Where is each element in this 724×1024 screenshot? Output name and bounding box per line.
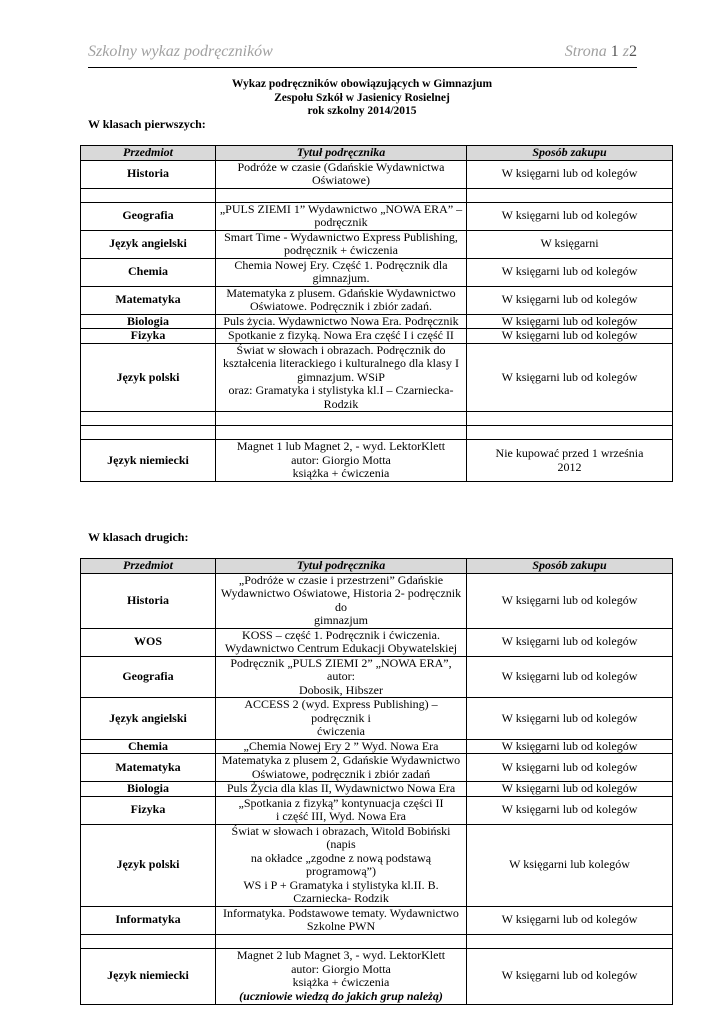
cell-purchase xyxy=(467,824,673,906)
cell-title xyxy=(216,188,467,202)
title-line-1: Wykaz podręczników obowiązujących w Gimnazjum xyxy=(231,78,493,90)
table-row xyxy=(81,739,673,754)
table-row xyxy=(81,656,673,698)
page-number xyxy=(565,43,637,61)
title-line: gimnazjum xyxy=(314,613,368,627)
title-line: Matematyka z plusem. Gdańskie Wydawnictwo xyxy=(226,285,456,300)
purchase-line: W księgarni lub od kolegów xyxy=(501,738,638,753)
cell-subject: Chemia xyxy=(81,739,216,754)
section-2-heading: W klasach drugich: xyxy=(88,530,189,544)
cell-title xyxy=(216,796,467,824)
table-row xyxy=(81,258,673,286)
cell-title xyxy=(216,440,467,482)
purchase-line: W księgarni lub od kolegów xyxy=(501,669,638,683)
cell-title xyxy=(216,628,467,656)
table-second-grade xyxy=(80,558,673,1005)
cell-subject xyxy=(81,426,216,440)
table-row xyxy=(81,202,673,230)
cell-purchase xyxy=(467,656,673,698)
cell-title xyxy=(216,160,467,188)
cell-title xyxy=(216,656,467,698)
title-line: i część III, Wyd. Nowa Era xyxy=(276,809,406,823)
title-line: Podręcznik „PULS ZIEMI 2” „NOWA ERA”, autor: xyxy=(230,655,452,683)
table-row xyxy=(81,160,673,188)
purchase-line: W księgarni lub od kolegów xyxy=(501,166,638,181)
cell-subject: Matematyka xyxy=(81,754,216,782)
cell-purchase xyxy=(467,796,673,824)
title-line: „Podróże w czasie i przestrzeni” Gdańskie xyxy=(238,572,444,587)
column-header-title: Tytuł podręcznika xyxy=(216,559,467,574)
cell-purchase xyxy=(467,739,673,754)
cell-subject: Biologia xyxy=(81,782,216,797)
table-first-grade xyxy=(80,145,673,482)
title-line: na okładce „zgodne z nową podstawą programową”) xyxy=(250,850,432,878)
column-header-purchase: Sposób zakupu xyxy=(467,559,673,574)
title-line: Wydawnictwo Centrum Edukacji Obywatelskiej xyxy=(224,641,458,655)
table-row xyxy=(81,286,673,314)
cell-purchase xyxy=(467,573,673,628)
purchase-line: Nie kupować przed 1 września xyxy=(495,446,644,460)
table-row xyxy=(81,573,673,628)
table-row xyxy=(81,824,673,906)
cell-subject: Język niemiecki xyxy=(81,948,216,1004)
title-line: Podróże w czasie (Gdańskie Wydawnictwa xyxy=(237,159,445,174)
cell-subject: Historia xyxy=(81,160,216,188)
purchase-line: W księgarni lub od kolegów xyxy=(501,759,638,774)
title-line: autor: Giorgio Motta xyxy=(291,961,391,976)
purchase-line: W księgarni lub kolegów xyxy=(509,857,630,872)
purchase-line: W księgarni lub od kolegów xyxy=(501,710,638,725)
cell-title xyxy=(216,824,467,906)
cell-purchase xyxy=(467,934,673,948)
of-word: z xyxy=(622,43,629,60)
table-row xyxy=(81,412,673,426)
purchase-line: W księgarni xyxy=(540,236,599,251)
cell-purchase xyxy=(467,202,673,230)
cell-title xyxy=(216,329,467,344)
cell-subject xyxy=(81,412,216,426)
cell-title xyxy=(216,314,467,329)
table-row xyxy=(81,628,673,656)
page-total: 2 xyxy=(629,43,637,60)
table-row xyxy=(81,782,673,797)
page-current: 1 xyxy=(610,43,619,60)
table-row xyxy=(81,796,673,824)
cell-purchase xyxy=(467,948,673,1004)
title-line: Oświatowe, podręcznik i zbiór zadań xyxy=(251,766,431,781)
cell-subject: Biologia xyxy=(81,314,216,329)
table-row xyxy=(81,343,673,412)
title-line: Spotkanie z fizyką. Nowa Era część I i część II xyxy=(228,328,454,342)
cell-title xyxy=(216,343,467,412)
title-line: książka + ćwiczenia xyxy=(292,466,390,481)
title-line-3: rok szkolny 2014/2015 xyxy=(307,105,417,117)
section-1-heading: W klasach pierwszych: xyxy=(88,117,206,131)
cell-subject: Język niemiecki xyxy=(81,440,216,482)
purchase-line: W księgarni lub od kolegów xyxy=(501,264,638,279)
title-line: Świat w słowach i obrazach, Witold Bobiński (napis xyxy=(231,823,451,851)
cell-purchase xyxy=(467,258,673,286)
cell-subject: Historia xyxy=(81,573,216,628)
table-row xyxy=(81,188,673,202)
table-row xyxy=(81,314,673,329)
title-line: Puls Życia dla klas II, Wydawnictwo Nowa Era xyxy=(226,781,456,795)
title-line: autor: Giorgio Motta xyxy=(291,452,391,467)
title-line: Oświatowe) xyxy=(312,173,370,187)
purchase-line: W księgarni lub od kolegów xyxy=(501,781,638,795)
title-line: podręcznik + ćwiczenia xyxy=(283,243,399,257)
cell-title xyxy=(216,573,467,628)
title-line: książka + ćwiczenia xyxy=(292,975,390,989)
title-line: Magnet 2 lub Magnet 3, - wyd. LektorKlett xyxy=(236,948,446,962)
cell-subject: Geografia xyxy=(81,202,216,230)
purchase-line: W księgarni lub od kolegów xyxy=(501,802,638,817)
purchase-line: W księgarni lub od kolegów xyxy=(501,292,638,307)
title-line: oraz: Gramatyka i stylistyka kl.I – Czarniecka-Rodzik xyxy=(228,383,454,411)
title-line: Magnet 1 lub Magnet 2, - wyd. LektorKlett xyxy=(236,439,446,454)
purchase-line: W księgarni lub od kolegów xyxy=(501,634,638,649)
cell-purchase xyxy=(467,329,673,344)
cell-title xyxy=(216,286,467,314)
cell-subject: Matematyka xyxy=(81,286,216,314)
purchase-line: W księgarni lub od kolegów xyxy=(501,912,638,927)
table-row xyxy=(81,440,673,482)
table-header-row xyxy=(81,146,673,161)
cell-title xyxy=(216,948,467,1004)
title-line: KOSS – część 1. Podręcznik i ćwiczenia. xyxy=(242,627,440,642)
title-line: Oświatowe. Podręcznik i zbiór zadań. xyxy=(250,299,432,313)
title-line: „PULS ZIEMI 1” Wydawnictwo „NOWA ERA” – xyxy=(219,201,463,216)
cell-purchase xyxy=(467,426,673,440)
cell-purchase xyxy=(467,782,673,797)
purchase-line: W księgarni lub od kolegów xyxy=(501,592,638,607)
title-line: Smart Time - Wydawnictwo Express Publishing, xyxy=(224,229,458,244)
page-header xyxy=(88,43,637,68)
cell-subject: Język polski xyxy=(81,343,216,412)
purchase-line: W księgarni lub od kolegów xyxy=(501,968,638,983)
title-line: kształcenia literackiego i kulturalnego dla klasy I xyxy=(223,356,459,370)
cell-subject: Chemia xyxy=(81,258,216,286)
cell-title xyxy=(216,754,467,782)
column-header-purchase: Sposób zakupu xyxy=(467,146,673,161)
cell-purchase xyxy=(467,343,673,412)
table-row xyxy=(81,934,673,948)
title-line: Matematyka z plusem 2, Gdańskie Wydawnictwo xyxy=(221,753,461,767)
title-line: ACCESS 2 (wyd. Express Publishing) – podręcznik i xyxy=(244,697,438,725)
document-title xyxy=(0,78,724,119)
title-line: Puls życia. Wydawnictwo Nowa Era. Podręcznik xyxy=(223,313,459,328)
purchase-line: W księgarni lub od kolegów xyxy=(501,328,638,342)
cell-purchase xyxy=(467,314,673,329)
cell-purchase xyxy=(467,698,673,740)
cell-title xyxy=(216,202,467,230)
column-header-title: Tytuł podręcznika xyxy=(216,146,467,161)
table-row xyxy=(81,329,673,344)
cell-purchase xyxy=(467,628,673,656)
table-row xyxy=(81,948,673,1004)
cell-subject: Język polski xyxy=(81,824,216,906)
cell-purchase xyxy=(467,440,673,482)
title-line: Chemia Nowej Ery. Część 1. Podręcznik dla xyxy=(234,257,448,272)
title-line: gimnazjum. xyxy=(312,271,370,285)
cell-subject xyxy=(81,188,216,202)
page-word: Strona xyxy=(564,43,607,60)
table-header-row xyxy=(81,559,673,574)
title-line: Dobosik, Hibszer xyxy=(299,682,383,697)
cell-purchase xyxy=(467,906,673,934)
cell-title xyxy=(216,426,467,440)
cell-subject: Fizyka xyxy=(81,796,216,824)
cell-purchase xyxy=(467,230,673,258)
cell-subject: Informatyka xyxy=(81,906,216,934)
table-row xyxy=(81,426,673,440)
title-line: „Spotkania z fizyką” kontynuacja części II xyxy=(238,795,444,810)
cell-subject: WOS xyxy=(81,628,216,656)
column-header-subject: Przedmiot xyxy=(81,146,216,161)
table-row xyxy=(81,698,673,740)
cell-title xyxy=(216,230,467,258)
cell-title xyxy=(216,698,467,740)
cell-subject xyxy=(81,934,216,948)
cell-purchase xyxy=(467,286,673,314)
title-line: podręcznik xyxy=(314,215,368,229)
cell-title xyxy=(216,258,467,286)
title-line: Świat w słowach i obrazach. Podręcznik do xyxy=(236,342,446,357)
title-line: gimnazjum. WSiP xyxy=(297,369,385,384)
purchase-line: W księgarni lub od kolegów xyxy=(501,369,638,384)
cell-purchase xyxy=(467,188,673,202)
purchase-line: W księgarni lub od kolegów xyxy=(501,313,638,328)
cell-subject: Fizyka xyxy=(81,329,216,344)
cell-title xyxy=(216,412,467,426)
title-note: (uczniowie wiedzą do jakich grup należą) xyxy=(239,988,443,1003)
cell-subject: Język angielski xyxy=(81,698,216,740)
cell-title xyxy=(216,934,467,948)
title-line: Czarniecka- Rodzik xyxy=(293,891,389,905)
cell-subject: Geografia xyxy=(81,656,216,698)
title-line: WS i P + Gramatyka i stylistyka kl.II. B. xyxy=(243,877,439,892)
title-line: Wydawnictwo Oświatowe, Historia 2- podręcznik do xyxy=(220,586,462,614)
cell-title xyxy=(216,739,467,754)
title-line: ćwiczenia xyxy=(317,724,365,738)
table-row xyxy=(81,906,673,934)
purchase-line: 2012 xyxy=(557,459,582,474)
table-row xyxy=(81,230,673,258)
table-row xyxy=(81,754,673,782)
cell-subject: Język angielski xyxy=(81,230,216,258)
column-header-subject: Przedmiot xyxy=(81,559,216,574)
cell-purchase xyxy=(467,412,673,426)
header-title: Szkolny wykaz podręczników xyxy=(88,43,273,60)
title-line-2: Zespołu Szkół w Jasienicy Rosielnej xyxy=(274,91,450,104)
cell-title xyxy=(216,782,467,797)
title-line: „Chemia Nowej Ery 2 ” Wyd. Nowa Era xyxy=(243,738,439,753)
cell-purchase xyxy=(467,754,673,782)
cell-title xyxy=(216,906,467,934)
title-line: Informatyka. Podstawowe tematy. Wydawnictwo xyxy=(223,905,459,920)
purchase-line: W księgarni lub od kolegów xyxy=(501,208,638,223)
cell-purchase xyxy=(467,160,673,188)
title-line: Szkolne PWN xyxy=(306,919,376,933)
